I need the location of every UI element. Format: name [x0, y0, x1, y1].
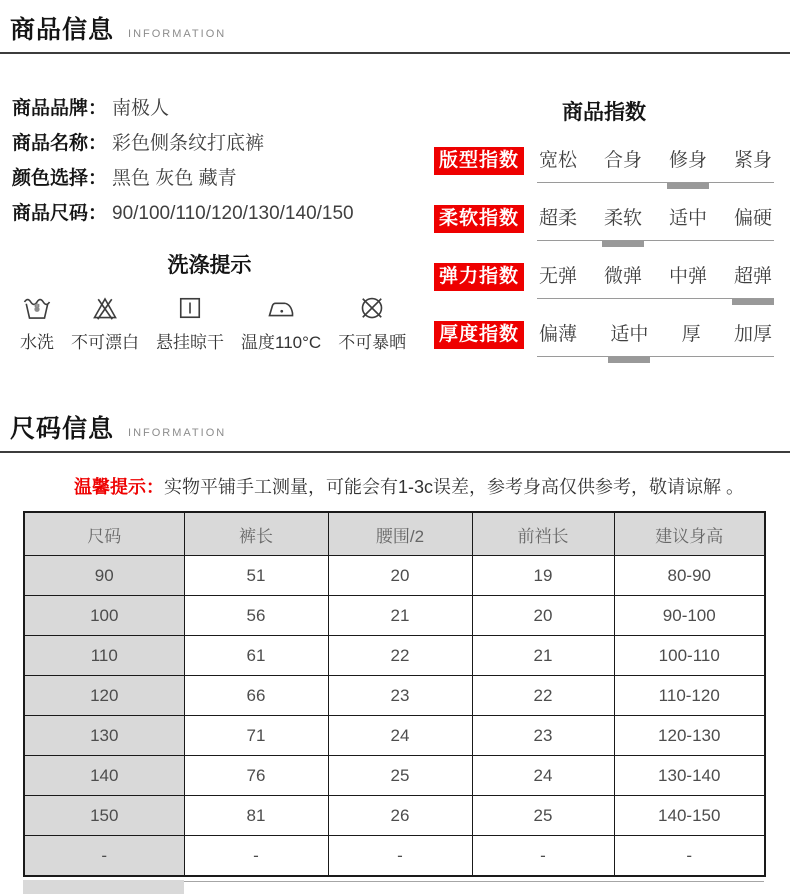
no-sun-icon: [357, 293, 387, 323]
table-cell-cutoff: [23, 880, 184, 894]
wash-item: [20, 293, 54, 353]
table-cell: 21: [328, 596, 472, 636]
index-row-softness: [434, 205, 774, 241]
table-header-cell: 腰围/2: [328, 512, 472, 556]
table-header-cell: 尺码: [24, 512, 184, 556]
table-cell: 140: [24, 756, 184, 796]
table-cell: -: [472, 836, 614, 877]
product-overview: [0, 54, 790, 379]
index-option: 厚: [681, 324, 701, 345]
index-options: [537, 205, 774, 241]
table-cell: 80-90: [614, 556, 765, 596]
wash-label: 水洗: [20, 333, 54, 352]
table-cell: -: [184, 836, 328, 877]
attr-row-size: [12, 201, 430, 227]
table-header-cell: 裤长: [184, 512, 328, 556]
table-cell: 100: [24, 596, 184, 636]
table-row: [24, 836, 765, 877]
table-cell: 26: [328, 796, 472, 836]
washing-icons: [12, 293, 430, 353]
table-cell: -: [614, 836, 765, 877]
index-options: [537, 263, 774, 299]
table-cell: 130-140: [614, 756, 765, 796]
attr-label: 颜色选择：: [12, 168, 108, 189]
table-cell: 23: [328, 676, 472, 716]
table-row: [24, 756, 765, 796]
index-row-fit: [434, 147, 774, 183]
table-cell: 24: [472, 756, 614, 796]
table-cell: 71: [184, 716, 328, 756]
index-option-selected: 柔软: [604, 208, 643, 229]
hang-dry-icon: [175, 293, 205, 323]
attr-row-name: [12, 131, 430, 157]
product-attributes: [0, 96, 430, 379]
attr-label: 商品尺码：: [12, 203, 108, 224]
table-cell: 120: [24, 676, 184, 716]
wash-item: [156, 293, 224, 353]
section-subtitle: INFORMATION: [128, 427, 227, 439]
table-cell: 66: [184, 676, 328, 716]
table-row: [24, 596, 765, 636]
section-header-product-info: [0, 0, 790, 54]
attr-value: 90/100/110/120/130/140/150: [112, 203, 354, 224]
table-cell: 21: [472, 636, 614, 676]
wash-label: 悬挂晾干: [156, 333, 224, 352]
table-header-row: [24, 512, 765, 556]
attr-value: 南极人: [112, 98, 170, 119]
table-cell: 20: [328, 556, 472, 596]
index-option-selected: 适中: [610, 324, 649, 345]
table-cell: 130: [24, 716, 184, 756]
iron-temp-icon: [265, 293, 297, 323]
table-header-cell: 前裆长: [472, 512, 614, 556]
index-option: 中弹: [668, 266, 707, 287]
table-cell: 110: [24, 636, 184, 676]
index-row-elasticity: [434, 263, 774, 299]
wash-label: 不可暴晒: [338, 333, 407, 352]
attr-label: 商品品牌：: [12, 98, 108, 119]
attr-value: 彩色侧条纹打底裤: [112, 133, 265, 154]
index-option: 合身: [604, 150, 643, 171]
table-cell: 90-100: [614, 596, 765, 636]
size-table: [23, 511, 766, 877]
index-badge: 厚度指数: [434, 321, 524, 349]
index-option: 宽松: [539, 150, 578, 171]
table-cell: 22: [472, 676, 614, 716]
index-option: 偏薄: [539, 324, 578, 345]
index-option: 偏硬: [733, 208, 772, 229]
wash-item: [241, 293, 321, 353]
index-badge: 柔软指数: [434, 205, 524, 233]
wash-item: [338, 293, 406, 353]
index-option: 适中: [668, 208, 707, 229]
wash-label: 不可漂白: [71, 333, 139, 352]
index-option: 微弹: [604, 266, 643, 287]
table-cell: 22: [328, 636, 472, 676]
table-cell: 23: [472, 716, 614, 756]
table-row: [24, 796, 765, 836]
table-cell: -: [328, 836, 472, 877]
wash-item: [71, 293, 139, 353]
table-cell: 90: [24, 556, 184, 596]
table-cell: 24: [328, 716, 472, 756]
wash-label: 温度110°C: [241, 333, 322, 352]
table-cell: -: [24, 836, 184, 877]
attr-label: 商品名称：: [12, 133, 108, 154]
warm-tips-text: 实物平铺手工测量，可能会有1-3c误差，参考身高仅供参考，敬请谅解 。: [164, 477, 745, 497]
table-cell: 81: [184, 796, 328, 836]
table-row-cutoff: [23, 880, 764, 894]
table-cell-cutoff: [184, 881, 764, 894]
table-cell: 120-130: [614, 716, 765, 756]
table-row: [24, 556, 765, 596]
product-index-panel: [430, 96, 790, 379]
table-cell: 20: [472, 596, 614, 636]
table-cell: 61: [184, 636, 328, 676]
index-panel-title: 商品指数: [562, 101, 646, 124]
section-header-size-info: [0, 395, 790, 453]
table-cell: 51: [184, 556, 328, 596]
table-cell: 56: [184, 596, 328, 636]
table-cell: 150: [24, 796, 184, 836]
table-row: [24, 716, 765, 756]
table-cell: 25: [328, 756, 472, 796]
index-option-selected: 超弹: [733, 266, 772, 287]
hand-wash-icon: [22, 293, 52, 323]
washing-title: 洗涤提示: [167, 254, 252, 277]
table-cell: 76: [184, 756, 328, 796]
attr-value: 黑色 灰色 藏青: [112, 168, 237, 189]
index-badge: 弹力指数: [434, 263, 524, 291]
table-row: [24, 636, 765, 676]
table-cell: 19: [472, 556, 614, 596]
attr-row-color: [12, 166, 430, 192]
section-title: 商品信息: [10, 16, 115, 44]
table-cell: 100-110: [614, 636, 765, 676]
index-option: 无弹: [539, 266, 578, 287]
index-option: 加厚: [733, 324, 772, 345]
warm-tips: [74, 475, 790, 499]
index-option: 超柔: [539, 208, 578, 229]
index-badge: 版型指数: [434, 147, 524, 175]
no-bleach-icon: [90, 293, 120, 323]
table-cell: 140-150: [614, 796, 765, 836]
table-header-cell: 建议身高: [614, 512, 765, 556]
table-row: [24, 676, 765, 716]
index-options: [537, 321, 774, 357]
index-option-selected: 修身: [668, 150, 707, 171]
section-title: 尺码信息: [10, 415, 115, 443]
table-cell: 25: [472, 796, 614, 836]
index-options: [537, 147, 774, 183]
table-cell: 110-120: [614, 676, 765, 716]
index-option: 紧身: [733, 150, 772, 171]
warm-tips-label: 温馨提示：: [74, 477, 164, 497]
index-row-thickness: [434, 321, 774, 357]
attr-row-brand: [12, 96, 430, 122]
section-subtitle: INFORMATION: [128, 28, 227, 40]
